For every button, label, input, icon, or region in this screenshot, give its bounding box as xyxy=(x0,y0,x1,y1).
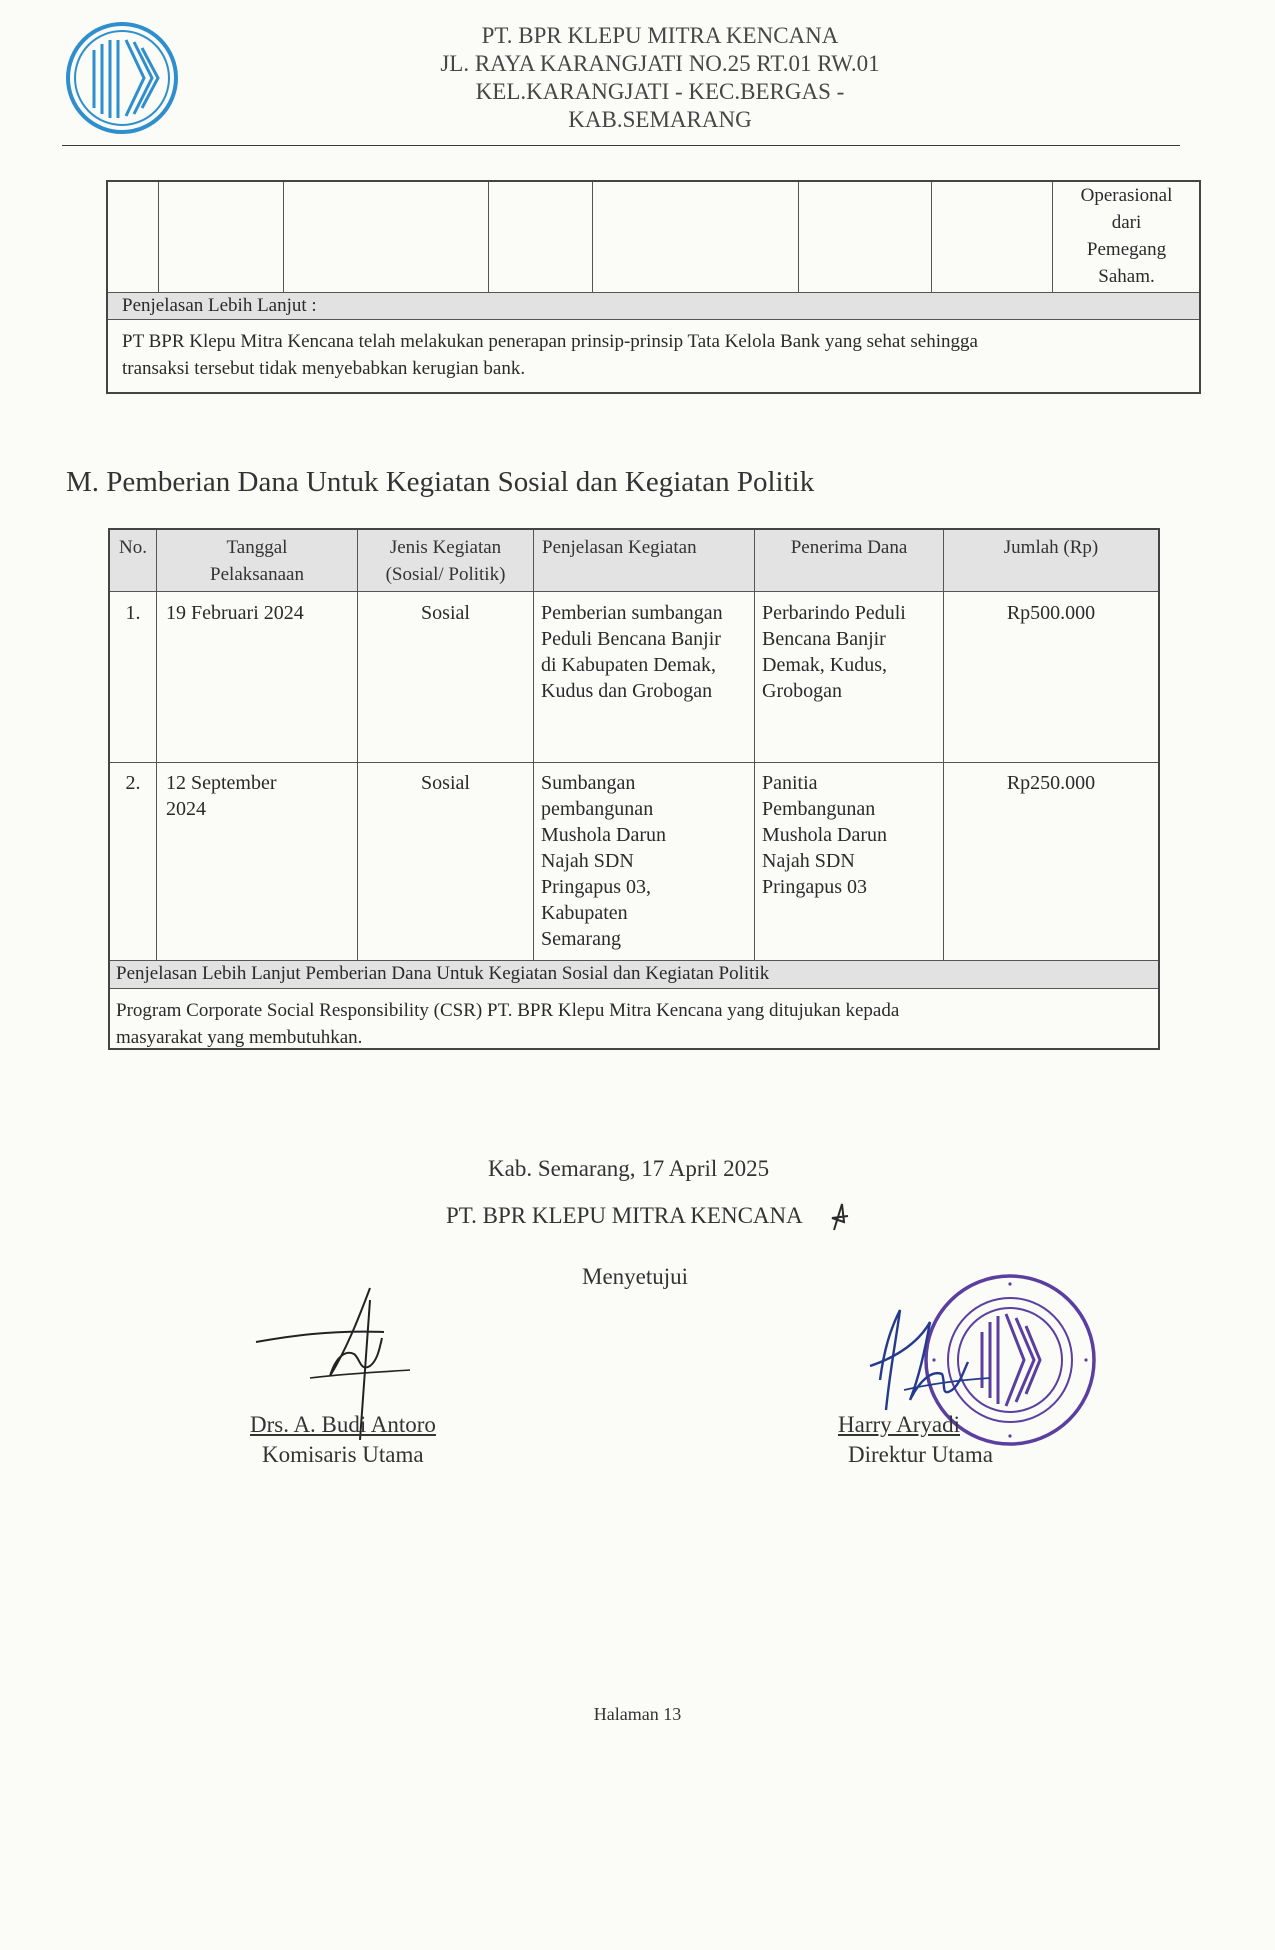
approval-label: Menyetujui xyxy=(582,1264,689,1289)
cell-line: Pemberian sumbangan xyxy=(541,602,723,624)
cell-line: Mushola Darun xyxy=(541,824,666,846)
row-1-no: 1. xyxy=(125,602,141,624)
cell-text: Operasional xyxy=(1080,185,1173,206)
table-divider xyxy=(798,182,799,292)
table-divider xyxy=(931,182,932,292)
place-date: Kab. Semarang, 17 April 2025 xyxy=(488,1156,770,1181)
cell-line: pembangunan xyxy=(541,798,654,820)
explanation-line: Program Corporate Social Responsibility (CSR) PT. BPR Klepu Mitra Kencana yang ditujukan kepada xyxy=(116,1000,900,1021)
explanation-line: PT BPR Klepu Mitra Kencana telah melakukan penerapan prinsip-prinsip Tata Kelola Bank yang sehat sehingga xyxy=(122,331,978,352)
cell-text: dari xyxy=(1111,212,1142,233)
header-tanggal xyxy=(157,534,357,588)
cell-line: Najah SDN xyxy=(541,850,634,872)
director-signature-icon xyxy=(860,1270,1000,1430)
table-divider xyxy=(156,530,157,960)
page-number: Halaman 13 xyxy=(593,1704,682,1724)
cell-line: Kudus dan Grobogan xyxy=(541,680,713,702)
cell-line: Sumbangan xyxy=(541,772,636,794)
continuation-table xyxy=(106,180,1201,394)
cell-line: 12 September xyxy=(166,772,277,794)
table-divider xyxy=(533,530,534,960)
table-divider xyxy=(754,530,755,960)
row-2-penerima xyxy=(762,770,887,900)
section-title: M. Pemberian Dana Untuk Kegiatan Sosial dan Kegiatan Politik xyxy=(66,466,815,498)
row-1-penerima xyxy=(762,600,906,704)
row-2-no: 2. xyxy=(125,772,141,794)
row-1-jenis: Sosial xyxy=(421,602,470,624)
row-1-jumlah: Rp500.000 xyxy=(1006,602,1096,624)
explanation-text xyxy=(116,997,1146,1051)
header-penerima: Penerima Dana xyxy=(790,537,908,558)
letterhead-address-line-2: KEL.KARANGJATI - KEC.BERGAS - xyxy=(475,79,845,104)
letterhead-address-line-3: KAB.SEMARANG xyxy=(568,107,752,132)
director-name: Harry Aryadi xyxy=(838,1412,960,1437)
cell-line: Pringapus 03, xyxy=(541,876,651,898)
header-jumlah: Jumlah (Rp) xyxy=(1003,537,1099,558)
cell-line: Mushola Darun xyxy=(762,824,887,846)
initial-mark-icon xyxy=(828,1200,852,1234)
header-no: No. xyxy=(119,537,147,558)
explanation-line: transaksi tersebut tidak menyebabkan kerugian bank. xyxy=(122,358,526,379)
cell-line: Grobogan xyxy=(762,680,842,702)
table-divider xyxy=(488,182,489,292)
social-political-funding-table xyxy=(108,528,1160,1050)
cell-text: Pemegang xyxy=(1086,239,1167,260)
cell-line: Najah SDN xyxy=(762,850,855,872)
cell-text: Saham. xyxy=(1098,266,1155,287)
director-title: Direktur Utama xyxy=(848,1442,993,1467)
cell-line: Panitia xyxy=(762,772,818,794)
row-2-jenis: Sosial xyxy=(421,772,470,794)
header-penjelasan: Penjelasan Kegiatan xyxy=(542,537,697,558)
table-divider xyxy=(283,182,284,292)
explanation-header: Penjelasan Lebih Lanjut Pemberian Dana Untuk Kegiatan Sosial dan Kegiatan Politik xyxy=(110,960,1158,989)
header-text: (Sosial/ Politik) xyxy=(385,564,506,585)
header-jenis xyxy=(358,534,533,588)
letterhead-company: PT. BPR KLEPU MITRA KENCANA xyxy=(481,23,839,48)
row-2-tanggal xyxy=(166,770,277,822)
table-divider xyxy=(943,530,944,960)
commissioner-title: Komisaris Utama xyxy=(262,1442,424,1467)
cell-line: Semarang xyxy=(541,928,621,950)
row-2-penjelasan xyxy=(541,770,666,952)
signature-company: PT. BPR KLEPU MITRA KENCANA xyxy=(446,1203,803,1228)
cell-line: Peduli Bencana Banjir xyxy=(541,628,721,650)
cell-line: Perbarindo Peduli xyxy=(762,602,906,624)
commissioner-name: Drs. A. Budi Antoro xyxy=(250,1412,436,1437)
letterhead-address-line-1: JL. RAYA KARANGJATI NO.25 RT.01 RW.01 xyxy=(440,51,880,76)
header-text: Jenis Kegiatan xyxy=(389,537,502,558)
cell-line: Pringapus 03 xyxy=(762,876,867,898)
row-2-jumlah: Rp250.000 xyxy=(1006,772,1096,794)
cell-line: Bencana Banjir xyxy=(762,628,886,650)
row-divider xyxy=(110,762,1158,763)
table-cell xyxy=(1052,182,1201,292)
cell-line: 2024 xyxy=(166,798,206,820)
letterhead-divider xyxy=(62,145,1180,146)
cell-line: Pembangunan xyxy=(762,798,876,820)
table-divider xyxy=(158,182,159,292)
cell-line: Kabupaten xyxy=(541,902,628,924)
cell-line: di Kabupaten Demak, xyxy=(541,654,716,676)
table-divider xyxy=(357,530,358,960)
header-text: Pelaksanaan xyxy=(210,564,304,585)
row-1-tanggal: 19 Februari 2024 xyxy=(166,602,304,624)
header-text: Tanggal xyxy=(226,537,288,558)
explanation-header: Penjelasan Lebih Lanjut : xyxy=(108,292,1199,320)
explanation-line: masyarakat yang membutuhkan. xyxy=(116,1027,363,1048)
explanation-text xyxy=(122,328,1182,382)
company-logo-icon xyxy=(64,20,180,136)
table-divider xyxy=(592,182,593,292)
cell-line: Demak, Kudus, xyxy=(762,654,887,676)
row-1-penjelasan xyxy=(541,600,723,704)
